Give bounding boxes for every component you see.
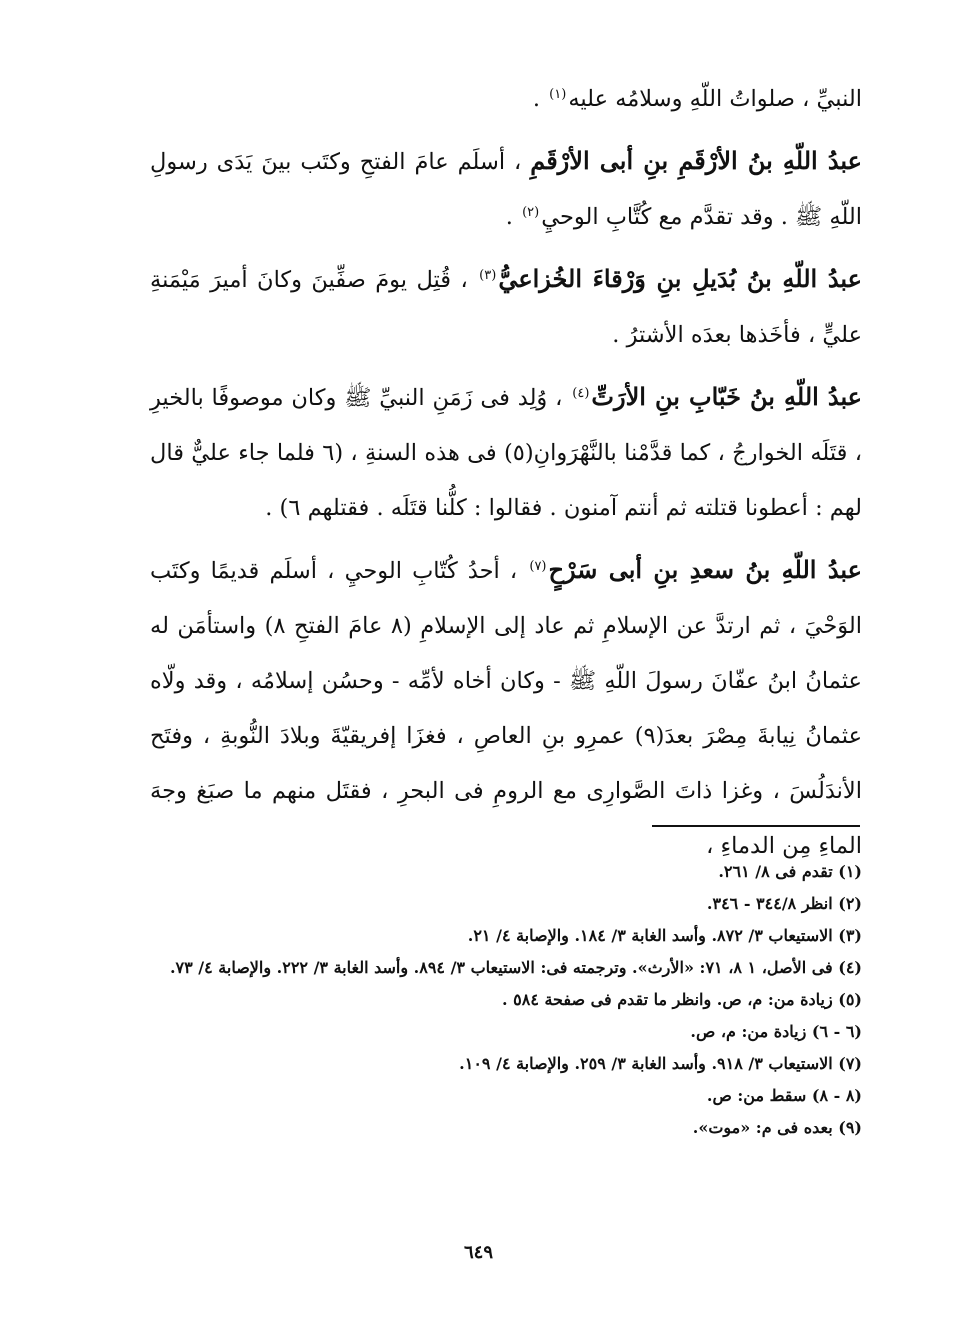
footnote-ref: (٢) (522, 204, 540, 220)
paragraph-text: ، أسلَم عامَ الفتحِ وكتَب بينَ يَدَى رسولِ اللّهِ ﷺ . وقد تقدَّم مع كُتَّابِ الوحيِ (150, 149, 862, 230)
paragraph-tail: ، قُتِل يومَ صفِّينَ وكانَ أميرَ مَيْمَنةِ عليٍّ ، فأخَذها بعدَه الأشترُ . (150, 267, 862, 348)
paragraph-tail: . (532, 86, 548, 112)
paragraph-text: النبيِّ ، صلواتُ اللّهِ وسلامُه عليه (568, 86, 862, 112)
footnote: (٣) الاستيعاب ٣/ ٨٧٢. وأسد الغابة ٣/ ١٨٤. والإصابة ٤/ ٢١. (467, 926, 862, 945)
footnote: (٧) الاستيعاب ٣/ ٩١٨. وأسد الغابة ٣/ ٢٥٩. والإصابة ٤/ ١٠٩. (459, 1054, 862, 1073)
entry-heading: عبدُ اللّهِ بنُ بُدَيلِ بنِ وَرْقاءَ الخُزاعيُّ (498, 264, 862, 293)
footnote: (٩) بعده فى م: «موت». (692, 1118, 862, 1137)
entry-heading: عبدُ اللّهِ بنُ سعدِ بنِ أبى سَرْحٍ (548, 555, 862, 584)
paragraph-tail: ، وُلِد فى زَمَنِ النبيِّ ﷺ وكان موصوفًا بالخيرِ ، قتَلَه الخوارجُ ، كما قدَّمْنا بالنَّهْرَوانِ(٥) فى هذه السنةِ ، (٦ فلما جاء عليٌّ قال لهم : أعطونا قتلته ثم أنتم آمنون . فقالوا : كلُّنا قتَلَه . فقتلهم ٦) . (150, 385, 862, 521)
footnotes (150, 856, 862, 1144)
paragraph-tail: ، أحدُ كُتّابِ الوحيِ ، أسلَم قديمًا وكتَب الوَحْيَ ، ثم ارتدَّ عن الإسلامِ ثم عاد إلى الإسلامِ (٨ عامَ الفتحِ ٨) واستأمَن له عثمانُ ابنُ عفّانَ رسولَ اللّهِ ﷺ - وكان أخاه لأمِّه - وحسُن إسلامُه ، وقد ولّاه عثمانُ نِيابةَ مِصْرَ بعدَ(٩) عمرِو بنِ العاصِ ، فغزَا إفريقيّةَ وبلادَ النُّوبةِ ، وفتَح الأندَلُسَ ، وغزا ذاتَ الصَّوارِى مع الرومِ فى البحرِ ، فقتَل منهم ما صبَغ وجهَ الماءِ مِن الدماءِ ، (150, 558, 863, 859)
footnote: (٤) فى الأصل، ١ ٨، ٧١: «الأرث». وترجمته فى: الاستيعاب ٣/ ٨٩٤. وأسد الغابة ٣/ ٢٢٢. والإصابة ٤/ ٧٣. (169, 958, 862, 977)
footnote-ref: (٧) (529, 558, 547, 574)
entry-heading: عبدُ اللّهِ بنُ الأرْقَمِ بنِ أبى الأرْقَمِ (530, 146, 862, 175)
paragraph-tail: . (505, 204, 521, 230)
footnote: (٥) زيادة من: م، ص. وانظر ما تقدم فى صفحة ٥٨٤ . (501, 990, 862, 1009)
entry-ibn-al-arqam (150, 133, 862, 245)
footnote: (٢) انظر ٣٤٤/٨ - ٣٤٦. (706, 894, 862, 913)
footnote: (٦ - ٦) زيادة من: م، ص. (690, 1022, 862, 1041)
entry-ibn-budayl (150, 251, 862, 363)
entry-heading: عبدُ اللّهِ بنُ خَبّابِ بنِ الأرَتِّ (591, 382, 863, 411)
paragraph-continuation (150, 72, 862, 127)
footnote-ref: (١) (549, 86, 567, 102)
footnote-ref: (٣) (479, 267, 497, 283)
page-number: ٦٤٩ (463, 1242, 493, 1263)
main-text (150, 72, 862, 880)
footnote-ref: (٤) (572, 385, 590, 401)
footnote: (٨ - ٨) سقط من: ص. (706, 1086, 862, 1105)
footnote: (١) تقدم فى ٨/ ٢٦١. (718, 862, 862, 881)
entry-ibn-khabbab (150, 369, 862, 536)
footnote-separator (652, 825, 860, 827)
